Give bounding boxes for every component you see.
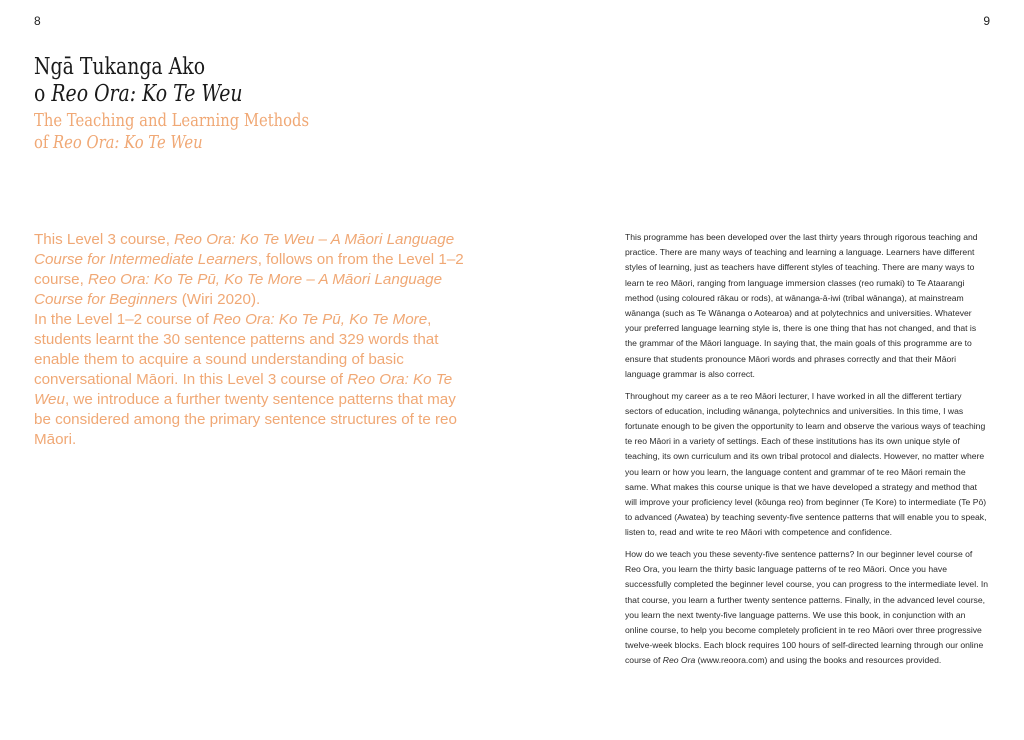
english-title-line1: The Teaching and Learning Methods — [34, 110, 310, 131]
maori-title-line1: Ngā Tukanga Ako — [34, 54, 206, 80]
body-paragraph-3: How do we teach you these seventy-five sentence patterns? In our beginner level course of Reo Ora, you learn the thirty basic language patterns of te reo Māori. Once you have successfully completed the beginner level course, you can progress to the intermediate level. In that course, you learn a further twenty sentence patterns. Finally, in the advanced level course, you learn the next twenty-five language patterns. We use this book, in conjunction with an online course, to help you become completely proficient in te reo Māori over three progressive twelve-week blocks. Each block requires 100 hours of self-directed learning through our online course of Reo Ora (www.reoora.com) and using the books and resources provided. — [625, 549, 989, 666]
page-number-left: 8 — [34, 14, 41, 28]
body-text-column — [625, 230, 990, 675]
page-number-right: 9 — [983, 14, 990, 28]
body-paragraph-2: Throughout my career as a te reo Māori lecturer, I have worked in all the different tertiary sectors of education, including wānanga, polytechnics and universities. In this time, I was fortunate enough to be given the opportunity to learn and observe the various ways of teaching te reo Māori in a variety of settings. Each of these institutions has its own unique style of teaching, its own curriculum and its own tribal protocol and dialects. However, no matter where you learn or how you learn, the language content and grammar of te reo Māori remain the same. What makes this course unique is that we have developed a strategy and method that will improve your proficiency level (kōunga reo) from beginner (Te Kore) to intermediate (Te Pō) to advanced (Awatea) by teaching seventy-five sentence patterns that will enable you to speak, listen to, read and write te reo Māori with competence and confidence. — [625, 390, 987, 538]
intro-paragraph: This Level 3 course, Reo Ora: Ko Te Weu – A Māori Language Course for Intermediate Learners, follows on from the Level 1–2 course, Reo Ora: Ko Te Pū, Ko Te More – A Māori Language Course for Beginners (Wiri 2020). In the Level 1–2 course of Reo Ora: Ko Te Pū, Ko Te More, students learnt the 30 sentence patterns and 329 words that enable them to acquire a sound understanding of basic conversational Māori. In this Level 3 course of Reo Ora: Ko Te Weu, we introduce a further twenty sentence patterns that may be considered among the primary sentence structures of te reo Māori. — [34, 231, 464, 448]
maori-title-line2: o Reo Ora: Ko Te Weu — [34, 81, 243, 107]
chapter-title — [34, 54, 374, 154]
body-paragraph-1: This programme has been developed over the last thirty years through rigorous teaching and practice. There are many ways of teaching and learning a language. Learners have different styles of learning, just as teachers have different styles of teaching. There are many ways to learn te reo Māori, ranging from language immersion classes (reo rumaki) to Te Ataarangi method (using coloured rākau or rods), at wānanga-ā-iwi (tribal wānanga), at mainstream wānanga (such as Te Wānanga o Aotearoa) and at polytechnics and universities. Whatever your preferred language learning style is, there is one thing that has not changed, and that is the grammar of the Māori language. In saying that, the main goals of this programme are to ensure that students pronounce Māori words and phrases correctly and that their Māori language grammar is also correct. — [625, 232, 978, 379]
english-title-line2: of Reo Ora: Ko Te Weu — [34, 132, 203, 153]
